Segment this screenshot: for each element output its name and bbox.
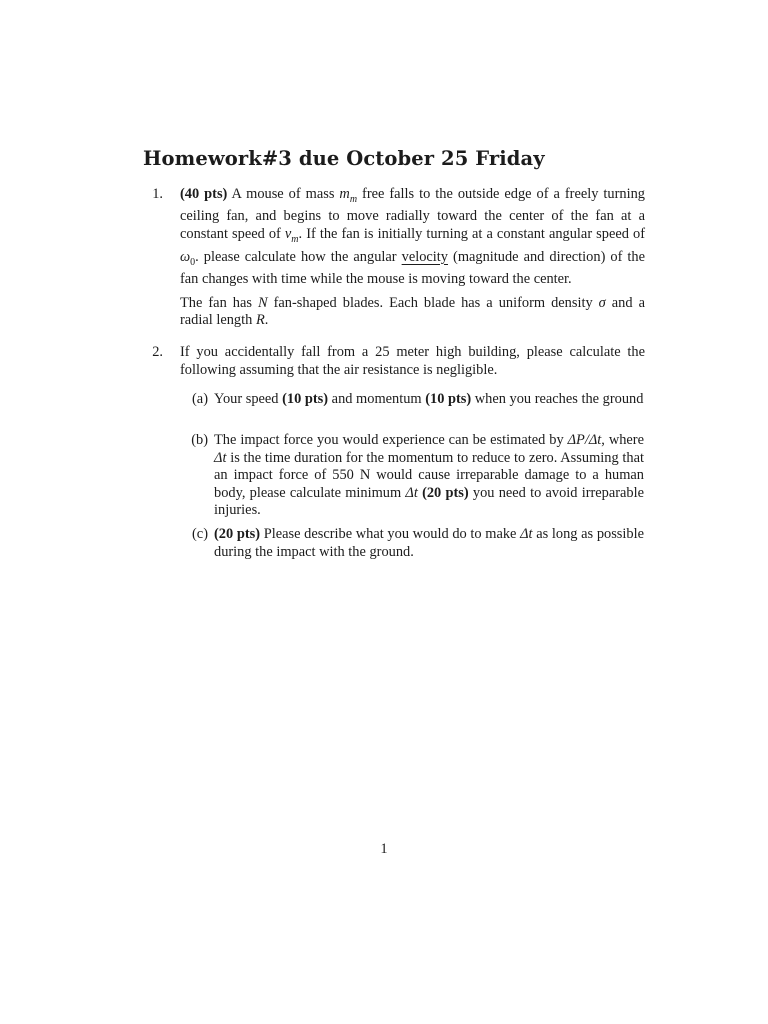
- math-expression: ΔP/Δt: [567, 432, 602, 448]
- math-expression: Δt: [214, 449, 227, 466]
- math-symbol: ω: [180, 248, 191, 265]
- text-run: The fan has: [180, 294, 258, 311]
- math-subscript: m: [291, 233, 299, 245]
- page-title: Homework#3 due October 25 Friday: [143, 147, 545, 170]
- points-label: (20 pts): [417, 484, 469, 501]
- math-symbol: v: [284, 226, 292, 243]
- math-subscript: m: [349, 193, 358, 205]
- math-symbol: R: [255, 312, 265, 329]
- text-run: , where: [601, 432, 644, 448]
- points-label: (20 pts): [214, 526, 261, 542]
- text-run: Your speed: [214, 391, 283, 407]
- subpart-label: (a): [192, 391, 208, 407]
- text-run: free falls to the outside edge of a freely turning ceiling fan, and begins to move radially toward the center of the fan at a constant speed of: [180, 186, 645, 243]
- math-symbol: σ: [598, 294, 606, 311]
- problem-number: 1.: [152, 186, 163, 202]
- problem-number: 2.: [152, 344, 163, 360]
- text-run: . please calculate how the angular: [195, 248, 402, 265]
- text-run: you need to avoid irreparable injuries.: [214, 484, 645, 519]
- text-run: fan-shaped blades. Each blade has a uniform density: [267, 294, 599, 311]
- points-label: (10 pts): [282, 391, 329, 407]
- text-run: A mouse of mass: [227, 186, 340, 202]
- text-run: and momentum: [328, 391, 426, 407]
- problem-paragraph: [180, 295, 645, 330]
- text-run: as long as possible during the impact with the ground.: [214, 526, 644, 560]
- text-run: and a radial length: [180, 294, 645, 329]
- subpart-content: [214, 391, 644, 409]
- text-run: when you reaches the ground: [471, 391, 644, 407]
- underlined-word: velocity: [401, 248, 448, 265]
- problem-paragraph: [180, 186, 645, 289]
- subpart-label: (c): [192, 526, 208, 542]
- problem-intro: If you accidentally fall from a 25 meter high building, please calculate the following assuming that the air resistance is negligible.: [180, 344, 645, 378]
- text-run: .: [264, 312, 269, 329]
- math-subscript: 0: [190, 256, 196, 268]
- math-expression: Δt: [520, 526, 533, 542]
- text-run: Please describe what you would do to make: [260, 526, 521, 542]
- math-symbol: N: [257, 294, 268, 311]
- math-expression: Δt: [405, 484, 418, 501]
- text-run: is the time duration for the momentum to reduce to zero. Assuming that an impact force of 550 N would cause irreparable damage to a human body, please calculate minimum: [214, 449, 644, 501]
- math-symbol: m: [339, 186, 350, 202]
- subpart-label: (b): [191, 432, 208, 448]
- points-label: (10 pts): [425, 391, 472, 407]
- text-run: . If the fan is initially turning at a constant angular speed of: [298, 226, 645, 243]
- points-label: (40 pts): [180, 186, 228, 202]
- text-run: The impact force you would experience can be estimated by: [214, 432, 568, 448]
- page-number: 1: [380, 841, 388, 857]
- subpart-content: [214, 526, 644, 561]
- problem-content: [180, 186, 645, 330]
- problem-content: [180, 344, 645, 560]
- text-run: (magnitude and direction) of the fan changes with time while the mouse is moving toward the center.: [180, 248, 646, 287]
- subpart-content: [214, 432, 644, 520]
